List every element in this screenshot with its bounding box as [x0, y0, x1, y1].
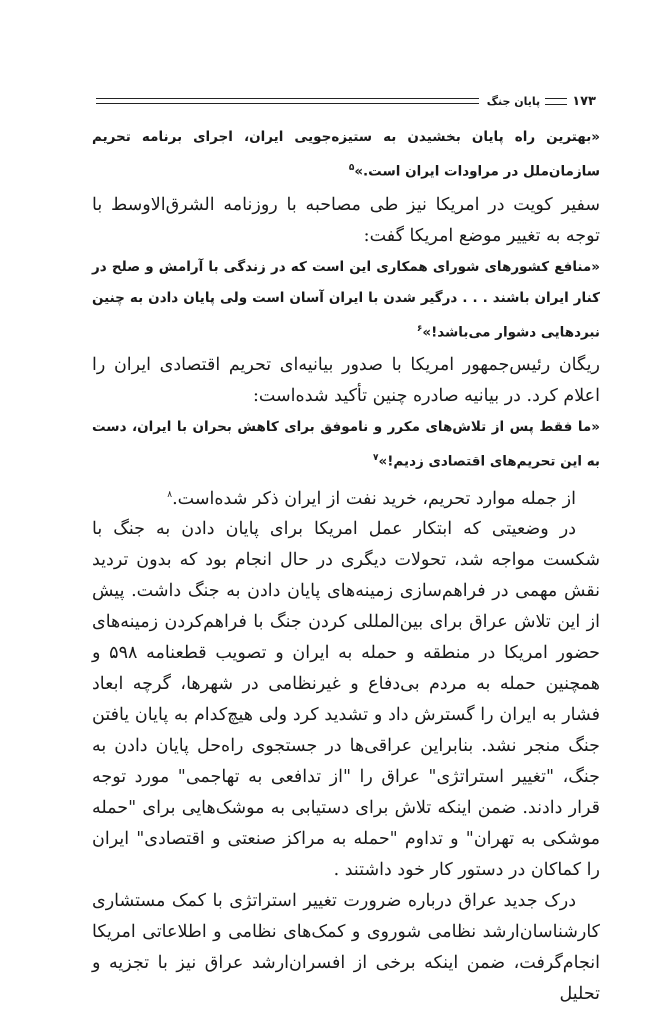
quote-2: «منافع کشورهای شورای همکاری این است که در زندگی با آرامش و صلح در کنار ایران باشند . . . درگیر شدن با ایران آسان است ولی پایان دادن به چنین نبردهایی دشوار می‌باشد!»$^۶$	[92, 258, 600, 340]
header-dash	[545, 98, 567, 105]
running-header	[96, 92, 596, 110]
paragraph-5: درک جدید عراق درباره ضرورت تغییر استراتژی با کمک مستشاری کارشناسان‌ارشد نظامی شوروی و کمک‌های نظامی و اطلاعاتی امریکا انجام‌گرفت، ضمن اینکه برخی از افسران‌ارشد عراق نیز با تجزیه و تحلیل	[92, 891, 600, 1005]
running-title: پایان جنگ	[486, 94, 541, 108]
page-number: ۱۷۳	[572, 93, 596, 109]
paragraph-3: از جمله موارد تحریم، خرید نفت از ایران ذکر شده‌است.$^۸$	[167, 488, 576, 509]
paragraph-4: در وضعیتی که ابتکار عمل امریکا برای پایان دادن به جنگ با شکست مواجه شد، تحولات دیگری در حال انجام بود که بدون تردید نقش مهمی در فراهم‌سازی زمینه‌های پایان دادن به جنگ داشت. پیش از این تلاش عراق برای بین‌المللی کردن جنگ با فراهم‌کردن زمینه‌های حضور امریکا در منطقه و حمله به ایران و تصویب قطعنامه ۵۹۸ و همچنین حمله به مردم بی‌دفاع و غیرنظامی در شهرها، گرچه ابعاد فشار به ایران را گسترش داد و تشدید کرد ولی هیچ‌کدام به پایان یافتن جنگ منجر نشد. بنابراین عراقی‌ها در جستجوی راه‌حل پایان دادن به جنگ، "تغییر استراتژی" عراق را "از تدافعی به تهاجمی" مورد توجه قرار دادند. ضمن اینکه تلاش برای دستیابی به موشک‌هایی برای "حمله موشکی به تهران" و تداوم "حمله به مراکز صنعتی و اقتصادی" ایران را کماکان در دستور کار خود داشتند .	[92, 519, 601, 881]
paragraph-1: سفیر کویت در امریکا نیز طی مصاحبه با روزنامه الشرق‌الاوسط با توجه به تغییر موضع امریکا گفت:	[92, 194, 600, 246]
quote-3: «ما فقط پس از تلاش‌های مکرر و ناموفق برای کاهش بحران با ایران، دست به این تحریم‌های اقتصادی زدیم!»$^۷$	[92, 419, 600, 470]
footnote-ref-5: ۵	[348, 163, 355, 173]
paragraph-2: ریگان رئیس‌جمهور امریکا با صدور بیانیه‌ای تحریم اقتصادی ایران را اعلام کرد. در بیانیه صادره چنین تأکید شده‌است:	[92, 355, 600, 406]
footnote-ref-6: ۶	[416, 323, 423, 334]
footnote-ref-8: ۸	[167, 489, 173, 500]
footnote-ref-7: ۷	[373, 453, 379, 463]
page-body	[92, 122, 600, 1010]
quote-1: «بهترین راه پایان بخشیدن به ستیزه‌جویی ایران، اجرای برنامه تحریم سازمان‌ملل در مراودات ایران است.»$^۵$	[92, 129, 600, 180]
header-rule	[96, 98, 479, 104]
